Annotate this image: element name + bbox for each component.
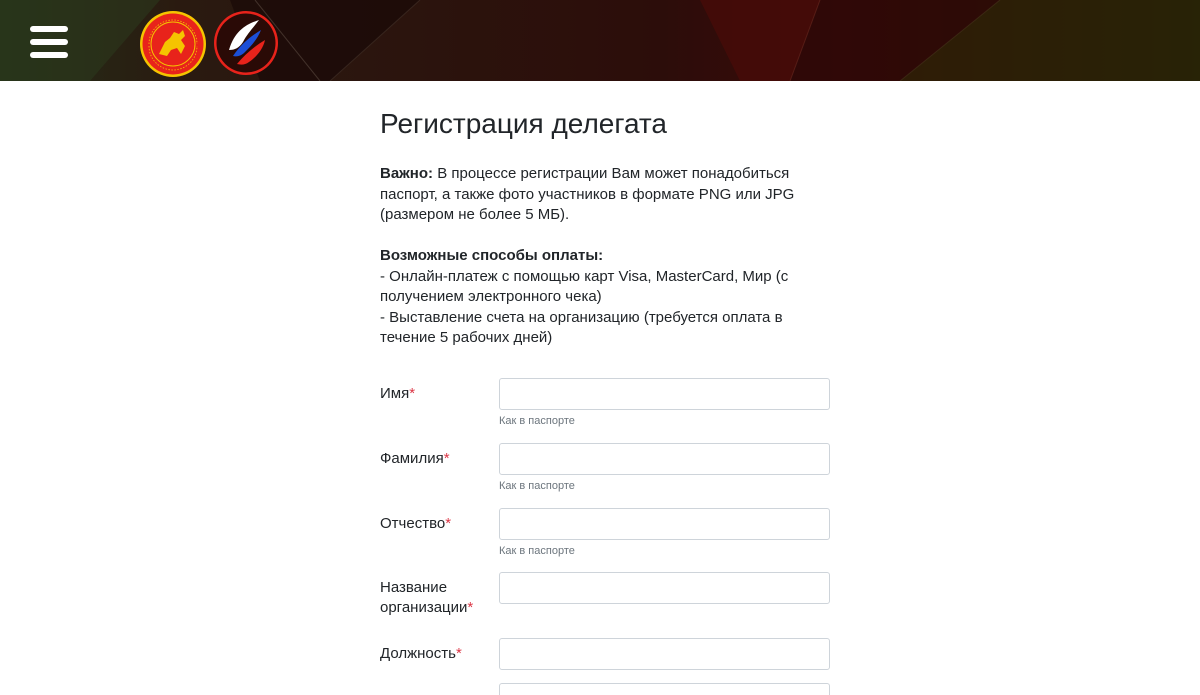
hamburger-menu-icon[interactable] [30,26,68,58]
payment-heading: Возможные способы оплаты: [380,247,604,264]
first-name-label: Имя* [380,385,416,402]
important-label: Важно: [380,165,434,182]
last-name-label: Фамилия* [380,450,450,467]
last-name-input[interactable] [499,443,830,475]
patronymic-input[interactable] [499,508,830,540]
required-marker: * [443,450,450,467]
required-marker: * [409,385,416,402]
organization-label: Название организации* [380,579,474,616]
payment-option-card: - Онлайн-платеж с помощью карт Visa, MasterCard, Мир (с получением электронного чека) [380,267,789,305]
payment-option-invoice: - Выставление счета на организацию (требуется оплата в течение 5 рабочих дней) [380,308,783,346]
organization-input[interactable] [499,572,830,604]
patronymic-hint: Как в паспорте [499,545,575,557]
required-marker: * [455,645,462,662]
position-label: Должность* [380,645,462,662]
required-marker: * [445,515,452,532]
russia-flag-ribbon-logo[interactable] [213,10,279,76]
last-name-hint: Как в паспорте [499,480,575,492]
important-note [380,164,840,226]
first-name-input[interactable] [499,378,830,410]
first-name-hint: Как в паспорте [499,415,575,427]
patronymic-label: Отчество* [380,515,452,532]
next-field-input[interactable] [499,683,830,695]
intro-text [380,164,840,349]
site-header [0,0,1200,81]
position-input[interactable] [499,638,830,670]
forum-emblem-logo[interactable] [139,10,207,78]
page-title: Регистрация делегата [380,108,667,139]
important-text: В процессе регистрации Вам может понадобиться паспорт, а также фото участников в формате PNG или JPG (размером не более 5 МБ). [380,165,795,223]
required-marker: * [467,599,474,616]
